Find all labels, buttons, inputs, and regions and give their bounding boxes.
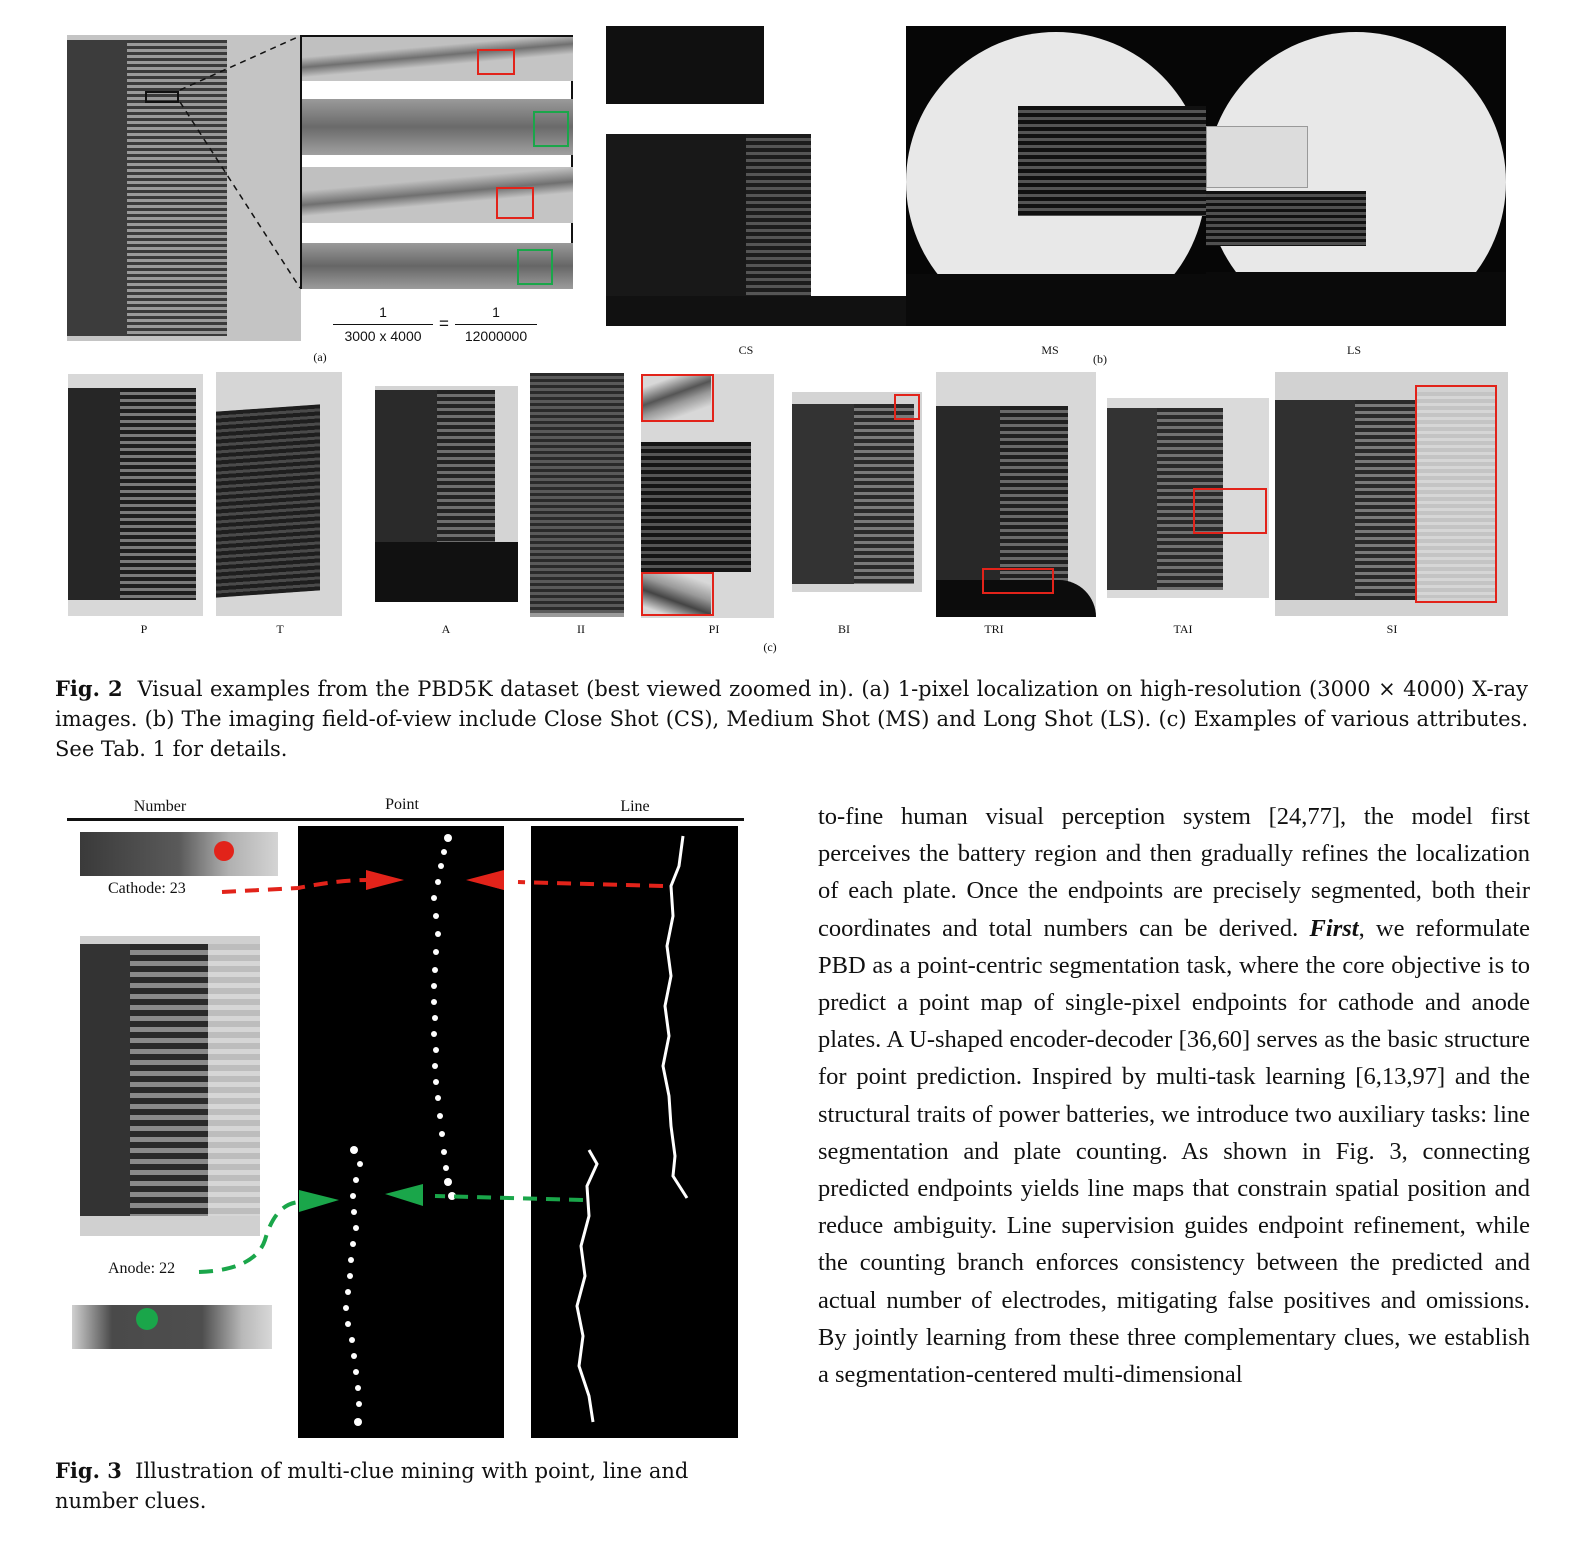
cathode-arrows [218,860,678,910]
attr-body [375,390,437,546]
zoom-dashed-lines [170,30,310,295]
red-highlight-box [496,187,534,219]
pixel-formula [333,304,543,348]
attr-label-p: P [140,622,148,636]
xray-attr-ii [530,373,624,617]
formula-den1: 3000 x 4000 [344,328,422,344]
red-highlight-box [641,572,714,616]
ls-bottom [1206,272,1506,326]
anode-count-label: Anode: 22 [108,1260,176,1277]
xray-image-cs [606,26,906,326]
zoom-strip-1 [302,37,573,81]
xray-image-ms [906,26,1206,326]
body-text-part1: to-fine human visual perception system [24,77], the model first perceives the battery region and then gradually refines the localization of each plate. Once the endpoints are precisely segmented, both their coordinates and total numbers can be derived. [818,803,1530,942]
point-map [298,826,504,1438]
attr-label-a: A [441,622,451,636]
fig2-caption-text: Visual examples from the PBD5K dataset (best viewed zoomed in). (a) 1-pixel localization on high-resolution (3000 × 4000) X-ray images. (b) The imaging field-of-view include Close Shot (CS), Medium Shot (MS) and Long Shot (LS). (c) Examples of various attributes. See Tab. 1 for details. [55,677,1528,761]
xray-attr-bi [792,392,922,592]
red-highlight-box [1415,385,1497,603]
fig3-caption [55,1456,771,1516]
ls-holder [1206,126,1308,188]
xray-image-ls [1206,26,1506,326]
fig3-caption-text: Illustration of multi-clue mining with point, line and number clues. [55,1459,689,1513]
red-highlight-box [982,568,1054,594]
attr-label-ii: II [577,622,585,636]
attr-base [375,542,518,602]
attr-label-pi: PI [708,622,720,636]
cathode-count-label: Cathode: 23 [108,880,186,897]
shot-label-cs: CS [738,343,754,357]
cs-body [606,134,746,314]
formula-eq: = [439,314,449,333]
body-text-part2: , we reformulate PBD as a point-centric segmentation task, where the core objective is to predict a point map of single-pixel endpoints for cathode and anode plates. A U-shaped encoder-decoder [36,60] serves as the basic structure for point prediction. Inspired by multi-task learning [6,13,97] and the structural traits of power batteries, we introduce two auxiliary tasks: line segmentation and plate counting. As shown in Fig. 3, connecting predicted endpoints yields line maps that constrain spatial position and reduce ambiguity. Line supervision guides endpoint refinement, while the counting branch enforces consistency between the predicted and actual number of electrodes, mitigating false positives and omissions. By jointly learning from these three complementary clues, we establish a segmentation-centered multi-dimensional [818,914,1530,1389]
subfig-label-c: (c) [763,640,777,654]
anode-arrows [195,1180,595,1280]
fig3-header-line: Line [620,798,650,815]
cathode-dot [214,841,234,861]
cs-bottom [606,296,906,326]
formula-den2: 12000000 [464,328,528,344]
fig3-body [80,944,130,1216]
attr-plates [530,373,624,613]
attr-label-t: T [276,622,284,636]
attr-label-si: SI [1386,622,1398,636]
attr-label-bi: BI [838,622,850,636]
anode-dot [136,1308,158,1330]
attr-plates [641,442,751,572]
cs-dark-top [606,26,764,104]
attr-body [1107,408,1157,590]
fig2-caption [55,674,1528,764]
xray-attr-pi [641,374,774,618]
attr-label-tai: TAI [1173,622,1193,636]
attr-body [936,406,1000,582]
fig3-header-point: Point [385,796,419,813]
xray-attr-tai [1107,398,1269,598]
formula-bar2 [455,324,537,325]
body-paragraph [818,798,1530,1393]
formula-num1: 1 [379,304,387,320]
shot-label-ls: LS [1346,343,1361,357]
point-dots [298,826,504,1438]
fig2-caption-label: Fig. 2 [55,676,123,701]
ms-bottom [906,274,1206,326]
xray-attr-si [1275,372,1508,616]
red-highlight-box [641,374,714,422]
xray-attr-a [375,386,518,602]
attr-plates [216,404,320,597]
attr-body [792,404,854,584]
ls-plates [1206,191,1366,246]
xray-attr-p [68,374,203,616]
body-text-first: First [1309,914,1359,942]
attr-label-tri: TRI [984,622,1004,636]
red-highlight-box [894,394,920,420]
formula-num2: 1 [492,304,500,320]
fig3-header-number: Number [133,798,187,815]
red-highlight-box [477,49,515,75]
red-highlight-box [1193,488,1267,534]
fig3-faint [208,944,260,1216]
attr-body [68,388,120,600]
xray-attr-t [216,372,342,616]
line-map [531,826,738,1438]
subfig-label-b: (b) [1093,352,1107,366]
shot-label-ms: MS [1041,343,1059,357]
ms-plates [1018,106,1206,216]
attr-body [1275,400,1355,600]
subfig-label-a: (a) [313,350,327,364]
formula-bar1 [333,324,433,325]
xray-attr-tri [936,372,1096,617]
green-highlight-box [517,249,553,285]
fig3-header-rule [67,818,744,821]
green-highlight-box [533,111,569,147]
zoom-panel [300,35,573,289]
fig3-caption-label: Fig. 3 [55,1458,122,1483]
anode-crop [72,1305,272,1349]
line-paths [531,826,738,1438]
